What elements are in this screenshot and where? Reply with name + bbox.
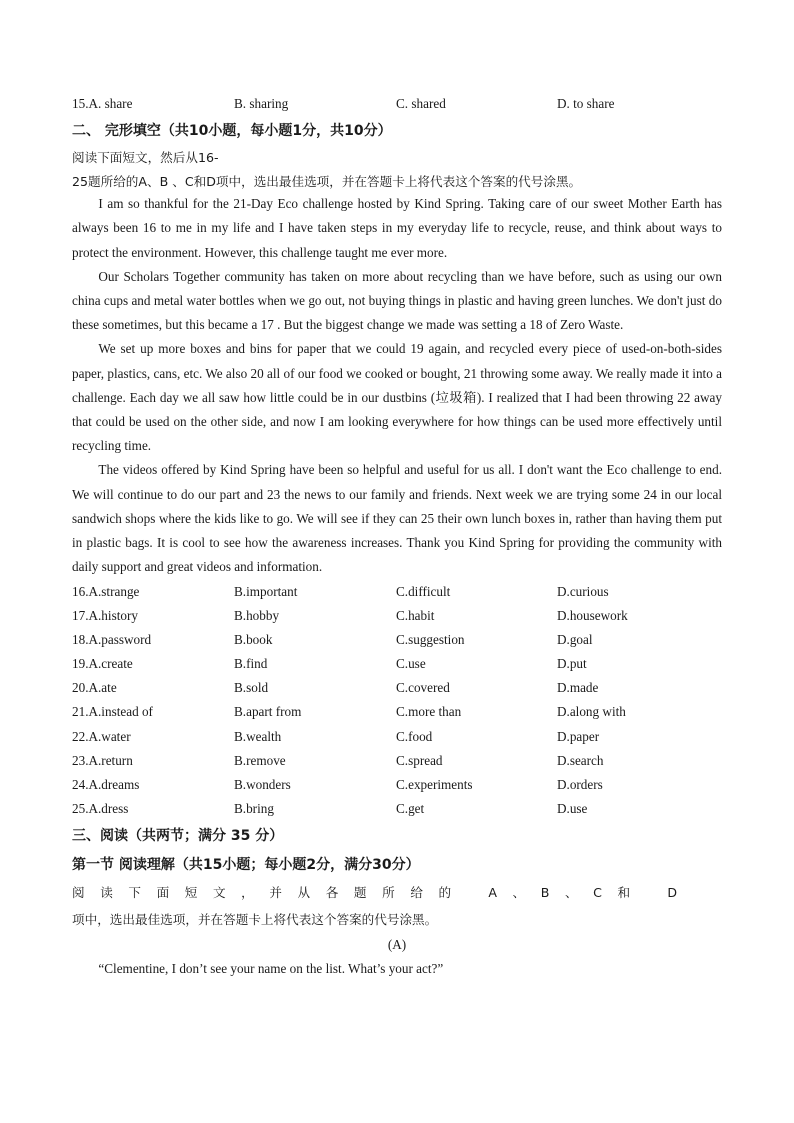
- option-b: B. sharing: [234, 96, 289, 112]
- question-20-options: [72, 676, 722, 700]
- option-a: 24.A.dreams: [72, 777, 140, 793]
- option-b: B.bring: [234, 801, 274, 817]
- section-3-instruction-line1: 阅读下面短文，并从各题所给的 A、B、C和 D: [72, 885, 693, 901]
- option-b: B.hobby: [234, 607, 280, 623]
- option-c: C.habit: [396, 607, 435, 623]
- option-a: 21.A.instead of: [72, 704, 153, 720]
- question-25-options: [72, 797, 722, 821]
- passage-paragraph-4: The videos offered by Kind Spring have been so helpful and useful for us all. I don't want the Eco challenge to end. We will continue to do our part and 23 the news to our family and friends. Next week we are trying some 24 in our local sandwich shops where the kids like to go. We will see if they can 25 their own lunch boxes in, rather than having them put in plastic bags. It is cool to see how the awareness increases. Thank you Kind Spring for providing the community with daily support and great videos and information.: [72, 462, 722, 575]
- option-b: B.find: [234, 656, 268, 672]
- option-c: C.food: [396, 728, 433, 744]
- cloze-options: [72, 579, 722, 821]
- option-b: B.wealth: [234, 728, 282, 744]
- option-d: D.use: [557, 801, 588, 817]
- option-b: B.book: [234, 631, 273, 647]
- option-c: C.spread: [396, 752, 443, 768]
- question-22-options: [72, 725, 722, 749]
- section-3-heading: 三、阅读（共两节；满分 35 分）: [72, 828, 284, 845]
- option-b: B.sold: [234, 680, 269, 696]
- option-b: B.apart from: [234, 704, 302, 720]
- question-18-options: [72, 628, 722, 652]
- option-d: D.made: [557, 680, 599, 696]
- option-d: D.paper: [557, 728, 600, 744]
- option-d: D.housework: [557, 607, 628, 623]
- section-2-heading: 二、 完形填空（共10小题，每小题1分，共10分）: [72, 123, 392, 140]
- option-b: B.remove: [234, 752, 286, 768]
- question-15-options: [72, 92, 722, 116]
- option-d: D.put: [557, 656, 587, 672]
- option-d: D.along with: [557, 704, 626, 720]
- question-23-options: [72, 749, 722, 773]
- option-d: D.orders: [557, 777, 603, 793]
- exam-page: [72, 92, 722, 981]
- option-c: C.suggestion: [396, 631, 465, 647]
- option-a: 19.A.create: [72, 656, 133, 672]
- option-a: 17.A.history: [72, 607, 138, 623]
- option-a: 18.A.password: [72, 631, 152, 647]
- option-c: C.more than: [396, 704, 462, 720]
- question-21-options: [72, 700, 722, 724]
- option-a: 15.A. share: [72, 96, 133, 112]
- passage-first-line: “Clementine, I don’t see your name on the list. What’s your act?”: [98, 961, 444, 977]
- question-24-options: [72, 773, 722, 797]
- option-a: 16.A.strange: [72, 583, 140, 599]
- section-2-instruction-line2: 25题所给的A、B 、C和D项中，选出最佳选项，并在答题卡上将代表这个答案的代号涂黑。: [72, 173, 582, 189]
- option-c: C.difficult: [396, 583, 451, 599]
- option-d: D. to share: [557, 96, 615, 112]
- passage-paragraph-1: I am so thankful for the 21-Day Eco challenge hosted by Kind Spring. Taking care of our sweet Mother Earth has always been 16 to me in my life and I have taken steps in my everyday life to recycle, reuse, and think about ways to protect the environment. However, this challenge taught me ever more.: [72, 196, 722, 260]
- passage-label: (A): [387, 937, 407, 953]
- option-d: D.goal: [557, 631, 593, 647]
- passage-paragraph-2: Our Scholars Together community has taken on more about recycling than we have before, such as using our own china cups and metal water bottles when we go out, not buying things in plastic and having green lunches. We don't just do these sometimes, but this became a 17 . But the biggest change we made was setting a 18 of Zero Waste.: [72, 268, 722, 333]
- option-b: B.wonders: [234, 777, 291, 793]
- option-d: D.search: [557, 752, 604, 768]
- question-17-options: [72, 604, 722, 628]
- option-b: B.important: [234, 583, 298, 599]
- option-a: 20.A.ate: [72, 680, 117, 696]
- passage-paragraph-3: We set up more boxes and bins for paper that we could 19 again, and recycled every piece of used-on-both-sides paper, plastics, cans, etc. We also 20 all of our food we cooked or bought, 21 throwing some away. We really made it into a challenge. Each day we all saw how little could be in our dustbins (垃圾箱). I realized that I had been throwing 22 away that could be used on the other side, and now I am looking everywhere for how things can be used more effectively until recycling time.: [72, 341, 722, 454]
- question-19-options: [72, 652, 722, 676]
- option-c: C. shared: [396, 96, 446, 112]
- section-3-subheading: 第一节 阅读理解（共15小题；每小题2分，满分30分）: [72, 857, 420, 874]
- option-d: D.curious: [557, 583, 609, 599]
- option-c: C.get: [396, 801, 425, 817]
- option-c: C.covered: [396, 680, 450, 696]
- option-c: C.use: [396, 656, 426, 672]
- section-2-instruction-line1: 阅读下面短文，然后从16-: [72, 149, 219, 165]
- option-a: 23.A.return: [72, 752, 133, 768]
- section-3-instruction-line2: 项中，选出最佳选项，并在答题卡上将代表这个答案的代号涂黑。: [72, 912, 438, 928]
- option-a: 25.A.dress: [72, 801, 129, 817]
- option-a: 22.A.water: [72, 728, 131, 744]
- question-16-options: [72, 579, 722, 603]
- option-c: C.experiments: [396, 777, 473, 793]
